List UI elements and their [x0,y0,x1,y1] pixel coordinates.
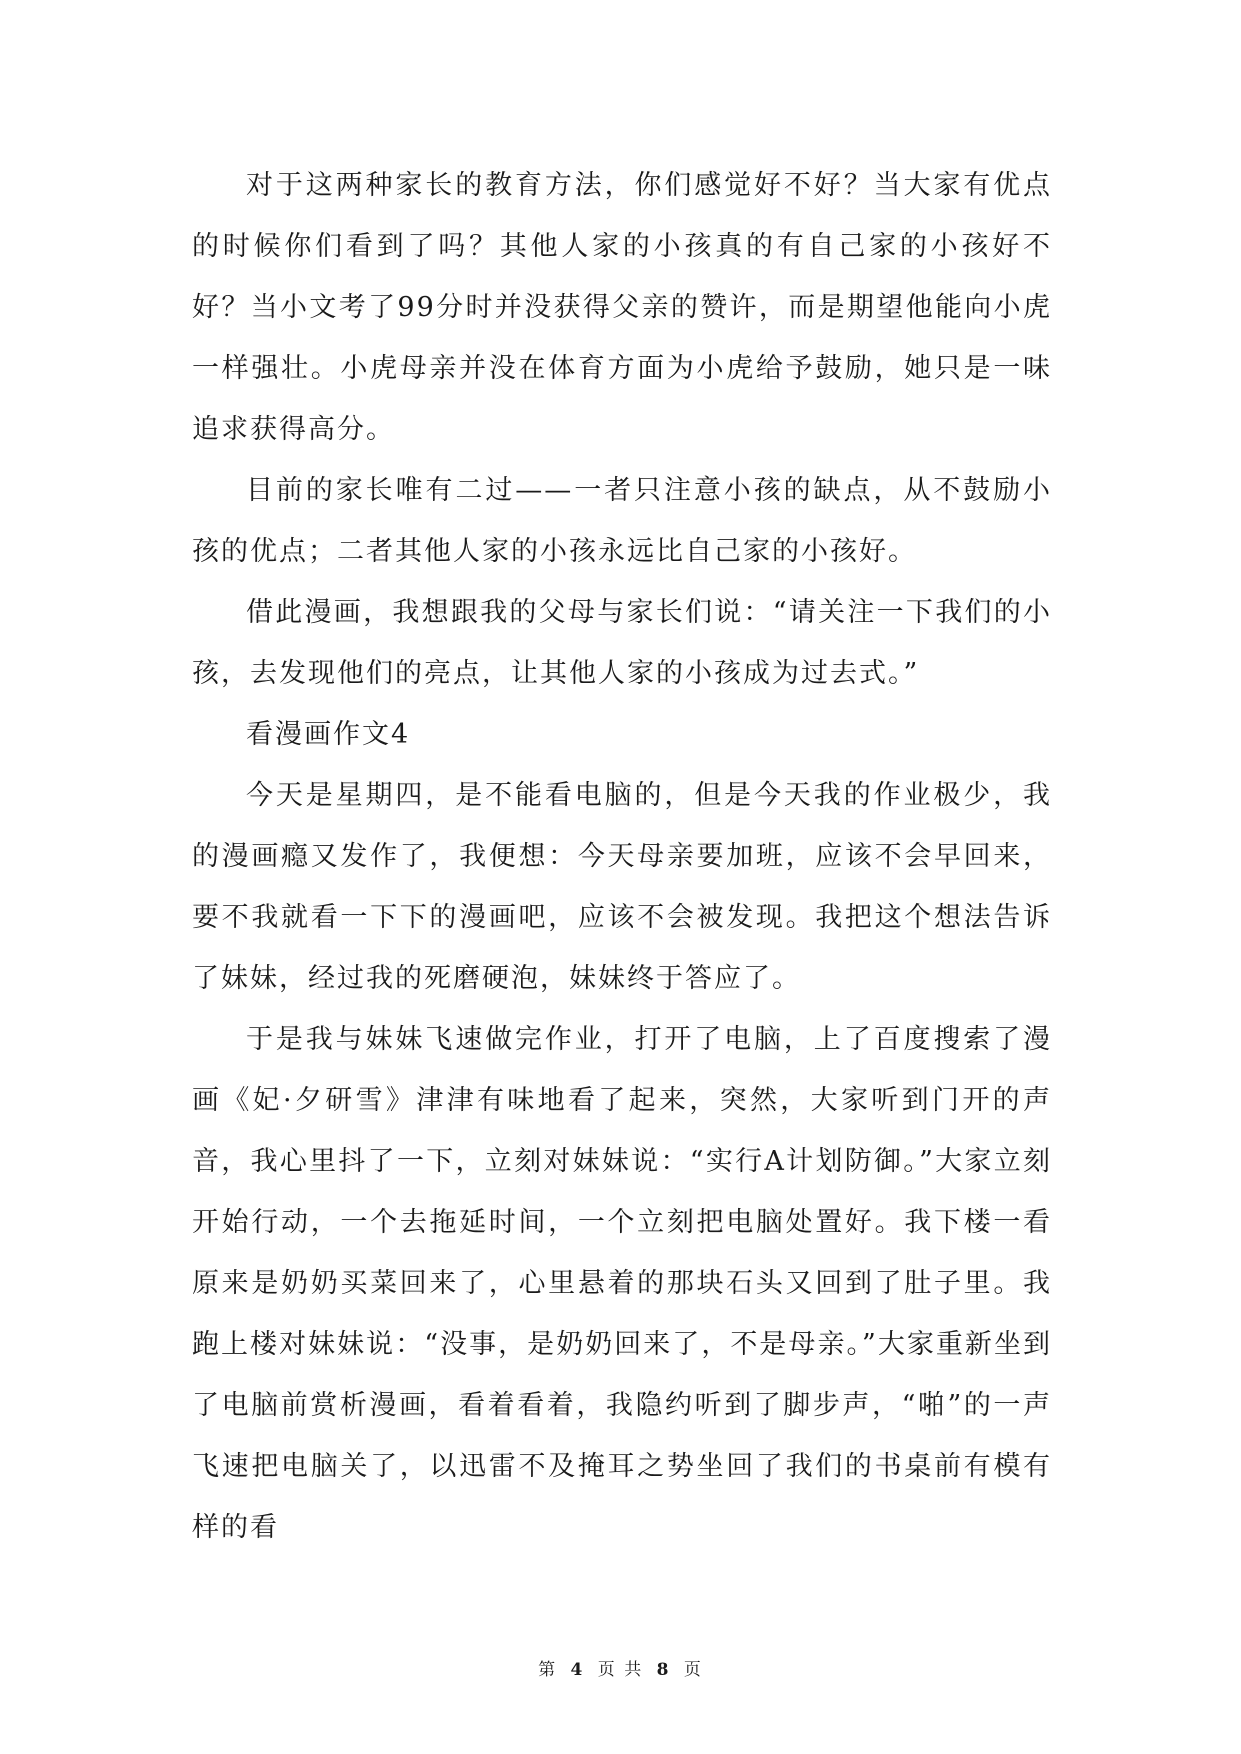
page-footer [0,1655,1241,1680]
footer-page-number: 4 [570,1660,585,1680]
footer-total-pages: 8 [656,1660,671,1680]
footer-suffix: 页 [683,1660,703,1680]
paragraph-2: 目前的家长唯有二过——一者只注意小孩的缺点，从不鼓励小孩的优点；二者其他人家的小孩永远比自己家的小孩好。 [192,475,1052,567]
footer-prefix: 第 [538,1660,558,1680]
paragraph-4: 今天是星期四，是不能看电脑的，但是今天我的作业极少，我的漫画瘾又发作了，我便想：今天母亲要加班，应该不会早回来，要不我就看一下下的漫画吧，应该不会被发现。我把这个想法告诉了妹妹，经过我的死磨硬泡，妹妹终于答应了。 [192,780,1052,994]
footer-middle: 页 共 [597,1660,644,1680]
section-title: 看漫画作文4 [246,719,411,750]
paragraph-1: 对于这两种家长的教育方法，你们感觉好不好？当大家有优点的时候你们看到了吗？其他人家的小孩真的有自己家的小孩好不好？当小文考了99分时并没获得父亲的赞许，而是期望他能向小虎一样强壮。小虎母亲并没在体育方面为小虎给予鼓励，她只是一味追求获得高分。 [192,170,1052,445]
paragraph-5: 于是我与妹妹飞速做完作业，打开了电脑，上了百度搜索了漫画《妃·夕研雪》津津有味地看了起来，突然，大家听到门开的声音，我心里抖了一下，立刻对妹妹说：“实行A计划防御。”大家立刻开始行动，一个去拖延时间，一个立刻把电脑处置好。我下楼一看原来是奶奶买菜回来了，心里悬着的那块石头又回到了肚子里。我跑上楼对妹妹说：“没事，是奶奶回来了，不是母亲。”大家重新坐到了电脑前赏析漫画，看着看着，我隐约听到了脚步声，“啪”的一声飞速把电脑关了，以迅雷不及掩耳之势坐回了我们的书桌前有模有样的看 [192,1024,1052,1543]
paragraph-3: 借此漫画，我想跟我的父母与家长们说：“请关注一下我们的小孩，去发现他们的亮点，让其他人家的小孩成为过去式。” [192,597,1052,689]
document-body [192,155,1052,1558]
